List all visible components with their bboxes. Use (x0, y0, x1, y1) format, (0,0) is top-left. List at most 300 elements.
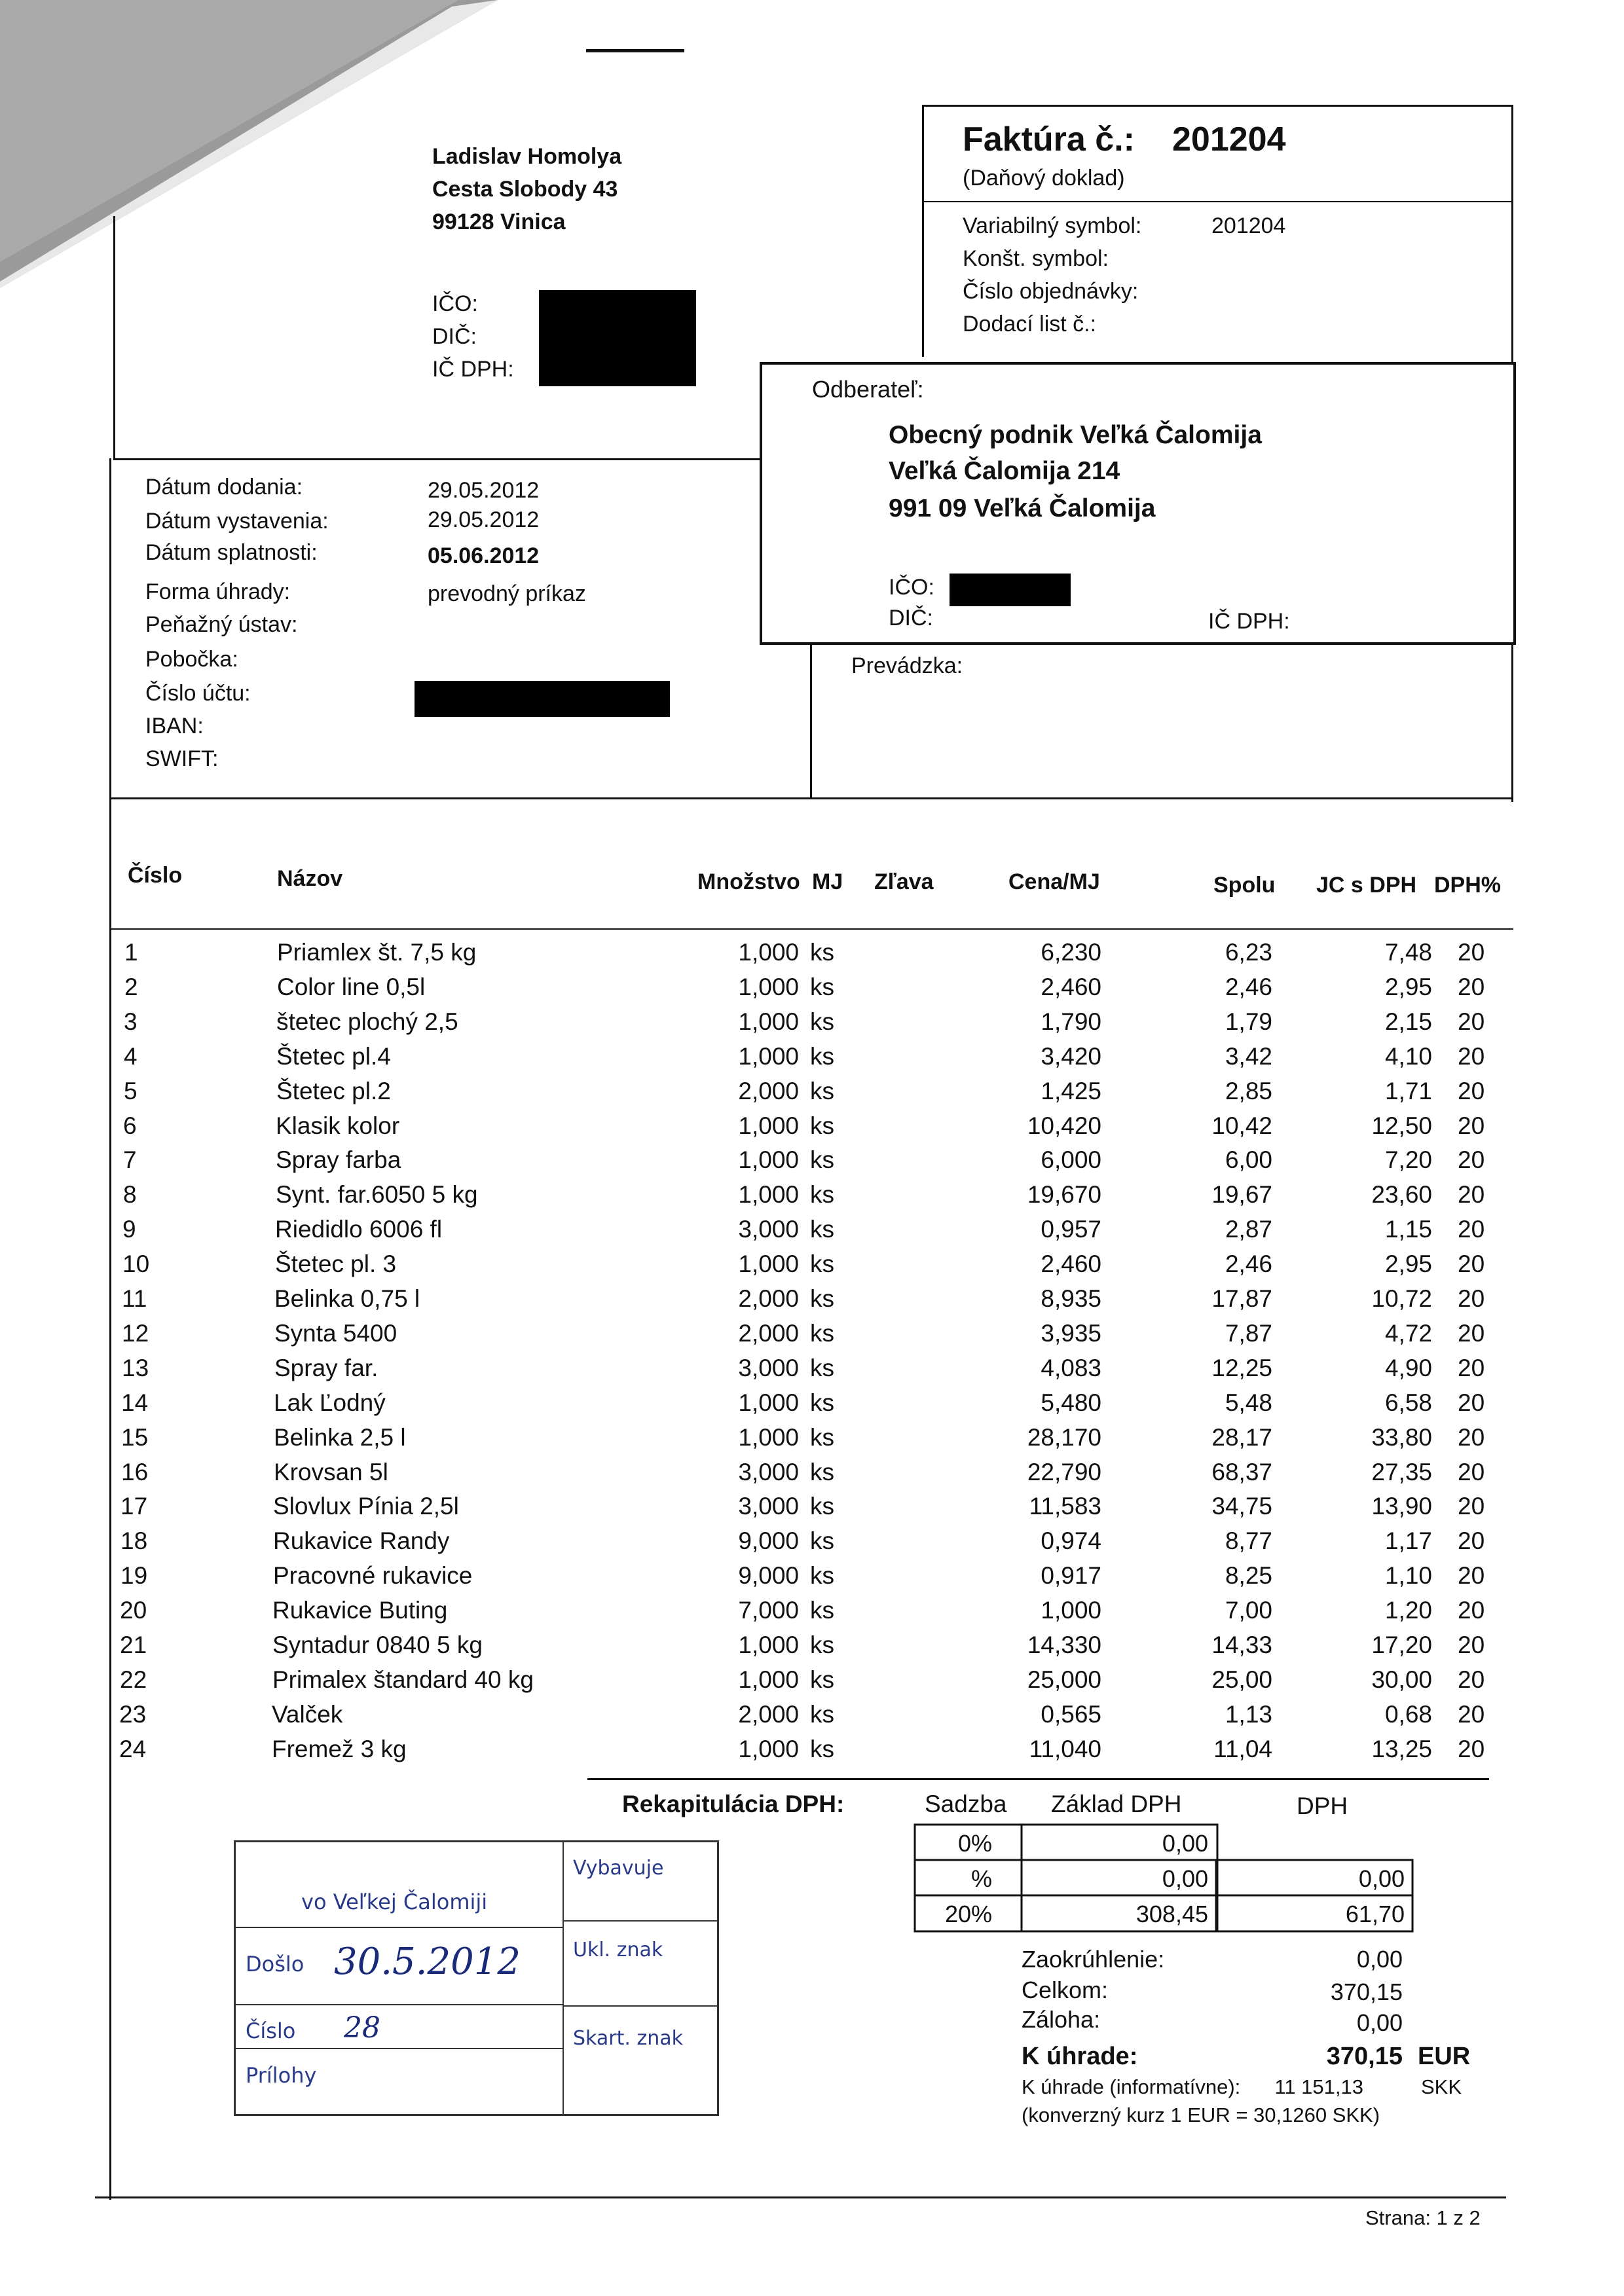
supplier-dic-label: DIČ: (432, 324, 477, 349)
due-date-value: 05.06.2012 (428, 543, 540, 568)
items-bottom-border (587, 1778, 1489, 1780)
cell-no: 19 (120, 1562, 148, 1589)
cell-qty: 3,000 (738, 1459, 799, 1485)
cell-no: 20 (120, 1597, 147, 1624)
cell-unit: ks (810, 974, 834, 1000)
col-header-unit: MJ (812, 869, 843, 894)
table-row (0, 1558, 1624, 1593)
cell-price: 0,974 (1041, 1527, 1101, 1554)
cell-name: Spray far. (274, 1355, 378, 1381)
cell-unit: ks (810, 1285, 834, 1312)
cell-name: Pracovné rukavice (273, 1562, 473, 1589)
cell-no: 17 (120, 1493, 148, 1520)
vat-rate-header: Sadzba (925, 1791, 1007, 1817)
table-row (0, 1212, 1624, 1247)
table-row (0, 1455, 1624, 1489)
cell-no: 13 (122, 1355, 149, 1381)
table-row (0, 1420, 1624, 1455)
cell-price-vat: 13,25 (1371, 1736, 1432, 1762)
cell-total: 6,23 (1225, 939, 1272, 966)
stamp-number-label: Číslo (246, 2018, 296, 2043)
cell-no: 15 (121, 1424, 149, 1451)
vat-base-cell: 0,00 (1162, 1830, 1208, 1857)
cell-price-vat: 4,10 (1384, 1043, 1432, 1070)
issue-date-value: 29.05.2012 (428, 507, 540, 532)
cell-price-vat: 10,72 (1371, 1285, 1432, 1312)
info-due-value: 11 151,13 (1274, 2075, 1363, 2098)
cell-price: 1,790 (1041, 1008, 1101, 1035)
rounding-label: Zaokrúhlenie: (1022, 1946, 1165, 1973)
cell-price: 6,230 (1041, 939, 1101, 966)
cell-price-vat: 12,50 (1371, 1112, 1432, 1139)
amount-due-value: 370,15 (1326, 2043, 1403, 2070)
cell-qty: 3,000 (738, 1493, 799, 1520)
cell-total: 11,04 (1213, 1736, 1272, 1762)
cell-no: 24 (119, 1736, 147, 1762)
premises-label: Prevádzka: (851, 653, 963, 678)
cell-qty: 1,000 (738, 1424, 799, 1451)
table-row (0, 935, 1624, 970)
col-header-total: Spolu (1213, 873, 1276, 898)
supplier-icdph-label: IČ DPH: (432, 357, 514, 382)
cell-unit: ks (810, 1597, 834, 1624)
cell-qty: 7,000 (738, 1597, 799, 1624)
table-row (0, 1385, 1624, 1420)
page-number: Strana: 1 z 2 (1365, 2206, 1481, 2229)
cell-price-vat: 7,20 (1384, 1146, 1432, 1173)
cell-price: 6,000 (1041, 1146, 1101, 1173)
cell-name: Valček (272, 1701, 343, 1728)
cell-total: 8,77 (1225, 1527, 1272, 1554)
cell-price: 3,935 (1041, 1320, 1101, 1347)
cell-unit: ks (810, 1146, 834, 1173)
cell-price-vat: 7,48 (1384, 939, 1432, 966)
cell-qty: 1,000 (738, 1736, 799, 1762)
delivery-date-value: 29.05.2012 (428, 478, 540, 503)
col-header-price: Cena/MJ (1008, 869, 1100, 894)
cell-vat: 20 (1458, 1597, 1485, 1624)
cell-no: 1 (124, 939, 138, 966)
cell-unit: ks (810, 1736, 834, 1762)
supplier-left-border (113, 216, 115, 458)
cell-price: 11,040 (1029, 1736, 1101, 1762)
issue-date-label: Dátum vystavenia: (145, 509, 329, 534)
redaction-customer-ico (950, 574, 1071, 606)
cell-vat: 20 (1458, 1008, 1485, 1035)
delivery-date-label: Dátum dodania: (145, 475, 303, 500)
cell-price: 11,583 (1029, 1493, 1101, 1520)
cell-qty: 1,000 (738, 1008, 799, 1035)
table-row (0, 1489, 1624, 1523)
cell-price: 5,480 (1041, 1389, 1101, 1416)
cell-total: 2,46 (1225, 974, 1272, 1000)
cell-unit: ks (810, 1459, 834, 1485)
customer-street: Veľká Čalomija 214 (889, 457, 1120, 485)
cell-unit: ks (810, 1493, 834, 1520)
cell-total: 28,17 (1211, 1424, 1272, 1451)
cell-unit: ks (810, 1078, 834, 1104)
cell-price-vat: 33,80 (1371, 1424, 1432, 1451)
cell-price: 2,460 (1041, 1250, 1101, 1277)
cell-qty: 1,000 (738, 1389, 799, 1416)
cell-unit: ks (810, 1389, 834, 1416)
col-header-discount: Zľava (874, 869, 934, 894)
cell-name: Štetec pl. 3 (275, 1250, 397, 1277)
cell-total: 10,42 (1211, 1112, 1272, 1139)
stamp-attachments-label: Prílohy (246, 2063, 317, 2088)
vat-amount-header: DPH (1297, 1793, 1348, 1819)
cell-no: 6 (123, 1112, 137, 1139)
cell-qty: 2,000 (738, 1078, 799, 1104)
cell-name: Synta 5400 (274, 1320, 397, 1347)
cell-price-vat: 1,71 (1384, 1078, 1432, 1104)
cell-name: Rukavice Buting (272, 1597, 448, 1624)
cell-unit: ks (810, 1250, 834, 1277)
due-date-label: Dátum splatnosti: (145, 540, 318, 565)
vat-base-cell: 0,00 (1162, 1865, 1208, 1892)
invoice-number: 201204 (1172, 120, 1286, 158)
cell-total: 12,25 (1211, 1355, 1272, 1381)
table-row (0, 1281, 1624, 1316)
cell-unit: ks (810, 1355, 834, 1381)
cell-vat: 20 (1458, 939, 1485, 966)
cell-qty: 9,000 (738, 1527, 799, 1554)
cell-unit: ks (810, 1216, 834, 1243)
table-row (0, 1351, 1624, 1385)
cell-unit: ks (810, 1527, 834, 1554)
col-header-no: Číslo (128, 863, 183, 888)
cell-vat: 20 (1458, 974, 1485, 1000)
table-row (0, 1247, 1624, 1281)
cell-total: 1,13 (1225, 1701, 1272, 1728)
invoice-title: Faktúra č.: (963, 120, 1135, 158)
stamp-place: vo Veľkej Čalomiji (301, 1889, 488, 1914)
cell-price: 19,670 (1027, 1181, 1101, 1208)
table-row (0, 1316, 1624, 1351)
table-row (0, 1108, 1624, 1143)
branch-label: Pobočka: (145, 647, 238, 672)
variable-symbol-value: 201204 (1211, 213, 1286, 238)
cell-total: 6,00 (1225, 1146, 1272, 1173)
customer-city: 991 09 Veľká Čalomija (889, 494, 1156, 522)
cell-price: 14,330 (1027, 1631, 1101, 1658)
cell-no: 2 (124, 974, 138, 1000)
cell-vat: 20 (1458, 1285, 1485, 1312)
stamp-file-mark-label: Ukl. znak (573, 1939, 663, 1961)
table-row (0, 1039, 1624, 1074)
cell-vat: 20 (1458, 1320, 1485, 1347)
page-bottom-border (95, 2196, 1506, 2198)
advance-label: Záloha: (1022, 2006, 1101, 2033)
cell-price: 2,460 (1041, 974, 1101, 1000)
table-row (0, 1074, 1624, 1108)
cell-price: 0,565 (1041, 1701, 1101, 1728)
cell-price-vat: 6,58 (1384, 1389, 1432, 1416)
cell-vat: 20 (1458, 1527, 1485, 1554)
vat-recap-title: Rekapitulácia DPH: (622, 1791, 845, 1817)
cell-price: 10,420 (1027, 1112, 1101, 1139)
header-divider (922, 105, 924, 357)
table-row (0, 1732, 1624, 1766)
cell-no: 11 (122, 1285, 147, 1312)
stamp-arrived-label: Došlo (246, 1952, 304, 1977)
cell-vat: 20 (1458, 1112, 1485, 1139)
cell-price-vat: 2,95 (1384, 974, 1432, 1000)
cell-unit: ks (810, 1320, 834, 1347)
cell-unit: ks (810, 1701, 834, 1728)
cell-vat: 20 (1458, 1424, 1485, 1451)
cell-qty: 1,000 (738, 1631, 799, 1658)
cell-unit: ks (810, 1008, 834, 1035)
cell-vat: 20 (1458, 1181, 1485, 1208)
cell-name: Primalex štandard 40 kg (272, 1666, 534, 1693)
cell-name: Riedidlo 6006 fl (275, 1216, 443, 1243)
redaction-account (415, 681, 670, 717)
stamp-arrived-value: 30.5.2012 (334, 1941, 521, 1983)
table-row (0, 1662, 1624, 1697)
total-value: 370,15 (1330, 1978, 1403, 2005)
cell-no: 18 (120, 1527, 148, 1554)
invoice-subtitle: (Daňový doklad) (963, 166, 1125, 191)
cell-qty: 1,000 (738, 1112, 799, 1139)
cell-vat: 20 (1458, 1666, 1485, 1693)
customer-icdph-label: IČ DPH: (1208, 609, 1290, 634)
customer-dic-label: DIČ: (889, 606, 933, 630)
cell-total: 1,79 (1225, 1008, 1272, 1035)
cell-price: 8,935 (1041, 1285, 1101, 1312)
stamp-shred-mark-label: Skart. znak (573, 2027, 683, 2050)
cell-name: Belinka 2,5 l (274, 1424, 406, 1451)
cell-price: 28,170 (1027, 1424, 1101, 1451)
cell-name: Slovlux Pínia 2,5l (273, 1493, 459, 1520)
rounding-value: 0,00 (1356, 1946, 1403, 1973)
stamp-handles-label: Vybavuje (573, 1857, 664, 1880)
cell-name: Rukavice Randy (273, 1527, 450, 1554)
cell-total: 14,33 (1211, 1631, 1272, 1658)
cell-vat: 20 (1458, 1631, 1485, 1658)
supplier-name: Ladislav Homolya (432, 144, 622, 169)
cell-name: Color line 0,5l (277, 974, 426, 1000)
dates-top-border (113, 458, 809, 460)
advance-value: 0,00 (1356, 2009, 1403, 2036)
cell-qty: 1,000 (738, 939, 799, 966)
cell-total: 2,46 (1225, 1250, 1272, 1277)
cell-total: 25,00 (1211, 1666, 1272, 1693)
cell-name: Belinka 0,75 l (274, 1285, 420, 1312)
vat-rate-cell: 20% (944, 1901, 992, 1927)
items-top-border (109, 797, 1513, 799)
cell-no: 9 (122, 1216, 136, 1243)
cell-vat: 20 (1458, 1146, 1485, 1173)
cell-total: 8,25 (1225, 1562, 1272, 1589)
cell-no: 16 (121, 1459, 149, 1485)
col-header-name: Názov (277, 866, 343, 891)
supplier-street: Cesta Slobody 43 (432, 177, 618, 202)
total-label: Celkom: (1022, 1977, 1109, 2003)
cell-no: 12 (122, 1320, 149, 1347)
cell-vat: 20 (1458, 1736, 1485, 1762)
cell-vat: 20 (1458, 1216, 1485, 1243)
cell-no: 23 (119, 1701, 147, 1728)
cell-name: Spray farba (276, 1146, 401, 1173)
cell-no: 7 (123, 1146, 137, 1173)
cell-qty: 1,000 (738, 1181, 799, 1208)
vat-amount-cell: 61,70 (1345, 1901, 1405, 1927)
vat-amount-cell: 0,00 (1358, 1865, 1405, 1892)
variable-symbol-label: Variabilný symbol: (963, 213, 1142, 238)
cell-price-vat: 1,15 (1384, 1216, 1432, 1243)
cell-name: Fremež 3 kg (272, 1736, 407, 1762)
col-header-qty: Množstvo (697, 869, 800, 894)
cell-vat: 20 (1458, 1562, 1485, 1589)
cell-price: 1,000 (1041, 1597, 1101, 1624)
cell-no: 8 (123, 1181, 137, 1208)
payment-method-label: Forma úhrady: (145, 579, 291, 604)
cell-no: 21 (120, 1631, 147, 1658)
vat-base-header: Základ DPH (1051, 1791, 1182, 1817)
cell-total: 5,48 (1225, 1389, 1272, 1416)
table-row (0, 970, 1624, 1004)
cell-price-vat: 1,10 (1384, 1562, 1432, 1589)
supplier-city: 99128 Vinica (432, 210, 566, 234)
cell-price: 22,790 (1027, 1459, 1101, 1485)
cell-vat: 20 (1458, 1250, 1485, 1277)
items-header-border (109, 928, 1513, 930)
vat-rate-cell: 0% (957, 1830, 992, 1857)
table-row (0, 1628, 1624, 1662)
delivery-note-label: Dodací list č.: (963, 312, 1097, 337)
vat-rate-cell: % (970, 1865, 992, 1892)
cell-price-vat: 2,15 (1384, 1008, 1432, 1035)
cell-price-vat: 30,00 (1371, 1666, 1432, 1693)
cell-total: 2,85 (1225, 1078, 1272, 1104)
cell-total: 68,37 (1211, 1459, 1272, 1485)
col-header-price-vat: JC s DPH (1316, 873, 1417, 898)
customer-label: Odberateľ: (812, 376, 924, 403)
table-row (0, 1523, 1624, 1558)
cell-price-vat: 2,95 (1384, 1250, 1432, 1277)
cell-name: Štetec pl.2 (276, 1078, 391, 1104)
cell-price-vat: 0,68 (1384, 1701, 1432, 1728)
iban-label: IBAN: (145, 714, 204, 738)
info-due-currency: SKK (1421, 2075, 1462, 2098)
cell-vat: 20 (1458, 1043, 1485, 1070)
cell-qty: 2,000 (738, 1320, 799, 1347)
const-symbol-label: Konšt. symbol: (963, 246, 1109, 271)
cell-vat: 20 (1458, 1701, 1485, 1728)
cell-name: Štetec pl.4 (276, 1043, 391, 1070)
cell-unit: ks (810, 1181, 834, 1208)
payment-method-value: prevodný príkaz (428, 581, 586, 606)
cell-total: 17,87 (1211, 1285, 1272, 1312)
cell-qty: 3,000 (738, 1355, 799, 1381)
premises-left-border (810, 638, 812, 799)
info-due-label: K úhrade (informatívne): (1022, 2075, 1241, 2098)
stray-mark (586, 49, 684, 52)
redaction-supplier-ids (539, 290, 696, 386)
cell-vat: 20 (1458, 1355, 1485, 1381)
cell-unit: ks (810, 1112, 834, 1139)
customer-ico-label: IČO: (889, 575, 934, 600)
cell-total: 34,75 (1211, 1493, 1272, 1520)
cell-unit: ks (810, 1562, 834, 1589)
cell-no: 3 (124, 1008, 138, 1035)
cell-name: Krovsan 5l (274, 1459, 388, 1485)
cell-name: Lak Ľodný (274, 1389, 386, 1416)
cell-unit: ks (810, 939, 834, 966)
cell-total: 2,87 (1225, 1216, 1272, 1243)
registry-stamp (234, 1840, 719, 2116)
bank-label: Peňažný ústav: (145, 612, 298, 637)
cell-price: 25,000 (1027, 1666, 1101, 1693)
table-row (0, 1004, 1624, 1039)
col-header-vat-pct: DPH% (1434, 873, 1502, 898)
cell-price-vat: 1,17 (1384, 1527, 1432, 1554)
cell-total: 7,00 (1225, 1597, 1272, 1624)
cell-unit: ks (810, 1043, 834, 1070)
cell-price-vat: 17,20 (1371, 1631, 1432, 1658)
table-row (0, 1593, 1624, 1628)
header-top-border (922, 105, 1513, 107)
cell-vat: 20 (1458, 1389, 1485, 1416)
vat-base-cell: 308,45 (1135, 1901, 1208, 1927)
cell-vat: 20 (1458, 1493, 1485, 1520)
cell-unit: ks (810, 1666, 834, 1693)
cell-name: Priamlex št. 7,5 kg (277, 939, 477, 966)
cell-qty: 2,000 (738, 1701, 799, 1728)
cell-price: 0,917 (1041, 1562, 1101, 1589)
cell-no: 14 (121, 1389, 149, 1416)
cell-price-vat: 13,90 (1371, 1493, 1432, 1520)
cell-qty: 1,000 (738, 974, 799, 1000)
cell-qty: 9,000 (738, 1562, 799, 1589)
swift-label: SWIFT: (145, 746, 219, 771)
amount-due-currency: EUR (1418, 2043, 1471, 2070)
table-row (0, 1697, 1624, 1732)
cell-price-vat: 1,20 (1384, 1597, 1432, 1624)
cell-qty: 1,000 (738, 1146, 799, 1173)
cell-price-vat: 4,90 (1384, 1355, 1432, 1381)
stamp-number-value: 28 (344, 2011, 380, 2045)
cell-name: Klasik kolor (276, 1112, 400, 1139)
cell-name: Syntadur 0840 5 kg (272, 1631, 483, 1658)
cell-qty: 3,000 (738, 1216, 799, 1243)
cell-unit: ks (810, 1631, 834, 1658)
table-row (0, 1142, 1624, 1177)
customer-name: Obecný podnik Veľká Čalomija (889, 421, 1262, 449)
cell-price: 4,083 (1041, 1355, 1101, 1381)
cell-price-vat: 23,60 (1371, 1181, 1432, 1208)
cell-price: 1,425 (1041, 1078, 1101, 1104)
cell-qty: 1,000 (738, 1250, 799, 1277)
cell-qty: 1,000 (738, 1666, 799, 1693)
cell-total: 3,42 (1225, 1043, 1272, 1070)
cell-no: 5 (124, 1078, 138, 1104)
cell-no: 22 (120, 1666, 147, 1693)
cell-name: štetec plochý 2,5 (276, 1008, 458, 1035)
cell-name: Synt. far.6050 5 kg (276, 1181, 478, 1208)
cell-no: 10 (122, 1250, 150, 1277)
cell-price-vat: 27,35 (1371, 1459, 1432, 1485)
cell-price: 0,957 (1041, 1216, 1101, 1243)
cell-unit: ks (810, 1424, 834, 1451)
table-row (0, 1177, 1624, 1212)
amount-due-label: K úhrade: (1022, 2043, 1138, 2070)
order-number-label: Číslo objednávky: (963, 279, 1139, 304)
conversion-rate-note: (konverzný kurz 1 EUR = 30,1260 SKK) (1022, 2104, 1380, 2126)
supplier-ico-label: IČO: (432, 291, 478, 316)
invoice-title-underline (922, 201, 1513, 202)
